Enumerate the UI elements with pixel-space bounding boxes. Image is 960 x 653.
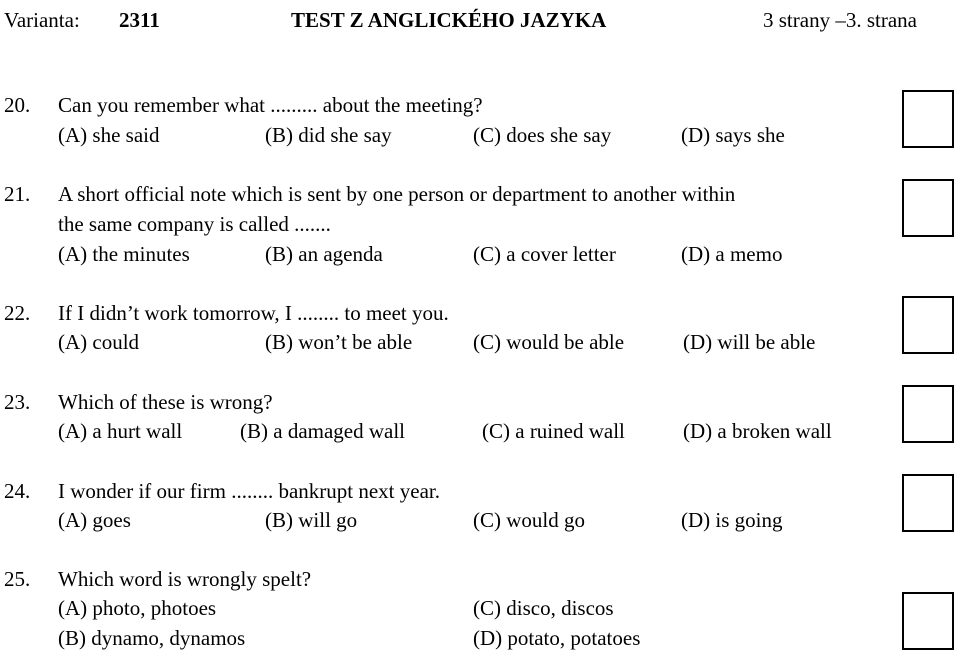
question-number: 23. [4, 390, 31, 414]
question-text: If I didn’t work tomorrow, I ........ to meet you. [58, 301, 449, 325]
option-d: (D) says she [681, 123, 785, 147]
variant-label: Varianta: [4, 8, 80, 32]
question-text: Can you remember what ......... about the meeting? [58, 93, 483, 117]
option-b: (B) a damaged wall [240, 419, 406, 443]
option-a: (A) could [58, 330, 140, 354]
option-b: (B) an agenda [265, 242, 383, 266]
option-c: (C) disco, discos [473, 596, 614, 620]
option-d: (D) a broken wall [683, 419, 832, 443]
answer-box-21[interactable] [902, 179, 954, 237]
option-d: (D) is going [681, 508, 783, 532]
option-c: (C) a ruined wall [482, 419, 625, 443]
question-text: Which word is wrongly spelt? [58, 567, 312, 591]
option-c: (C) a cover letter [473, 242, 616, 266]
answer-box-22[interactable] [902, 296, 954, 354]
variant-number: 2311 [119, 8, 160, 32]
option-d: (D) a memo [681, 242, 783, 266]
question-number: 22. [4, 301, 31, 325]
question-text: A short official note which is sent by one person or department to another within [58, 182, 736, 206]
answer-box-20[interactable] [902, 90, 954, 148]
option-c: (C) does she say [473, 123, 612, 147]
question-text-line-2: the same company is called ....... [58, 212, 331, 236]
option-a: (A) a hurt wall [58, 419, 183, 443]
option-b: (B) won’t be able [265, 330, 413, 354]
answer-box-25[interactable] [902, 592, 954, 650]
option-b: (B) did she say [265, 123, 392, 147]
option-a: (A) the minutes [58, 242, 190, 266]
option-c: (C) would be able [473, 330, 625, 354]
page-count: 3 strany –3. strana [763, 8, 917, 32]
question-text: Which of these is wrong? [58, 390, 273, 414]
question-number: 20. [4, 93, 31, 117]
option-a: (A) photo, photoes [58, 596, 217, 620]
question-text: I wonder if our firm ........ bankrupt next year. [58, 479, 440, 503]
question-number: 21. [4, 182, 31, 206]
question-number: 24. [4, 479, 31, 503]
question-number: 25. [4, 567, 31, 591]
option-a: (A) goes [58, 508, 131, 532]
answer-box-23[interactable] [902, 385, 954, 443]
option-d: (D) potato, potatoes [473, 626, 641, 650]
option-b: (B) dynamo, dynamos [58, 626, 246, 650]
page-title: TEST Z ANGLICKÉHO JAZYKA [291, 8, 607, 32]
option-c: (C) would go [473, 508, 585, 532]
option-d: (D) will be able [683, 330, 816, 354]
option-b: (B) will go [265, 508, 358, 532]
option-a: (A) she said [58, 123, 160, 147]
answer-box-24[interactable] [902, 474, 954, 532]
